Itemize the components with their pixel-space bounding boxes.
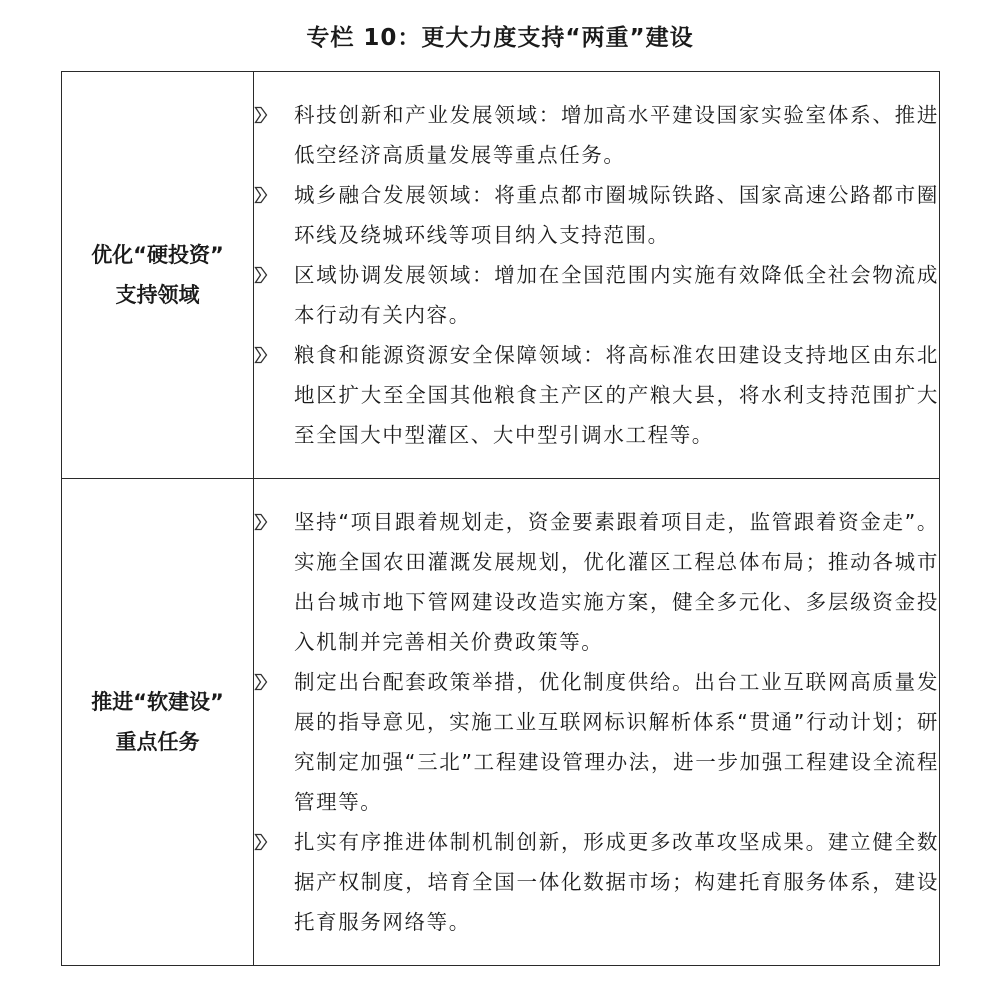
section-label-line2: 支持领域 <box>115 283 200 307</box>
section-label-cell <box>62 72 254 479</box>
list-item <box>254 502 939 662</box>
list-item <box>254 662 939 822</box>
table-row <box>62 479 940 966</box>
section-label-line2: 重点任务 <box>115 730 200 754</box>
hollow-right-arrow-icon <box>254 502 294 542</box>
list-item-text: 粮食和能源资源安全保障领域：将高标准农田建设支持地区由东北地区扩大至全国其他粮食主产区的产粮大县，将水利支持范围扩大至全国大中型灌区、大中型引调水工程等。 <box>294 343 939 447</box>
section-content-cell <box>254 72 940 479</box>
hollow-right-arrow-icon <box>254 175 294 215</box>
list-item-text: 制定出台配套政策举措，优化制度供给。出台工业互联网高质量发展的指导意见，实施工业互联网标识解析体系“贯通”行动计划；研究制定加强“三北”工程建设管理办法，进一步加强工程建设全流程管理等。 <box>294 670 939 814</box>
list-item-text: 区域协调发展领域：增加在全国范围内实施有效降低全社会物流成本行动有关内容。 <box>294 263 939 327</box>
section-label-line1: 优化“硬投资” <box>91 243 224 267</box>
hollow-right-arrow-icon <box>254 95 294 135</box>
section-label-line1: 推进“软建设” <box>91 690 224 714</box>
list-item-text: 科技创新和产业发展领域：增加高水平建设国家实验室体系、推进低空经济高质量发展等重点任务。 <box>294 103 939 167</box>
list-item <box>254 175 939 255</box>
list-item <box>254 822 939 942</box>
hollow-right-arrow-icon <box>254 255 294 295</box>
table-row <box>62 72 940 479</box>
page-title: 专栏 10：更大力度支持“两重”建设 <box>306 25 694 51</box>
list-item-text: 城乡融合发展领域：将重点都市圈城际铁路、国家高速公路都市圈环线及绕城环线等项目纳入支持范围。 <box>294 183 939 247</box>
section-content-cell <box>254 479 940 966</box>
policy-table <box>61 71 940 966</box>
hollow-right-arrow-icon <box>254 662 294 702</box>
section-label-cell <box>62 479 254 966</box>
hollow-right-arrow-icon <box>254 822 294 862</box>
list-item-text: 扎实有序推进体制机制创新，形成更多改革攻坚成果。建立健全数据产权制度，培育全国一体化数据市场；构建托育服务体系，建设托育服务网络等。 <box>294 830 939 934</box>
list-item <box>254 335 939 455</box>
list-item <box>254 255 939 335</box>
hollow-right-arrow-icon <box>254 335 294 375</box>
list-item <box>254 95 939 175</box>
list-item-text: 坚持“项目跟着规划走，资金要素跟着项目走，监管跟着资金走”。实施全国农田灌溉发展规划，优化灌区工程总体布局；推动各城市出台城市地下管网建设改造实施方案，健全多元化、多层级资金投入机制并完善相关价费政策等。 <box>294 510 939 654</box>
